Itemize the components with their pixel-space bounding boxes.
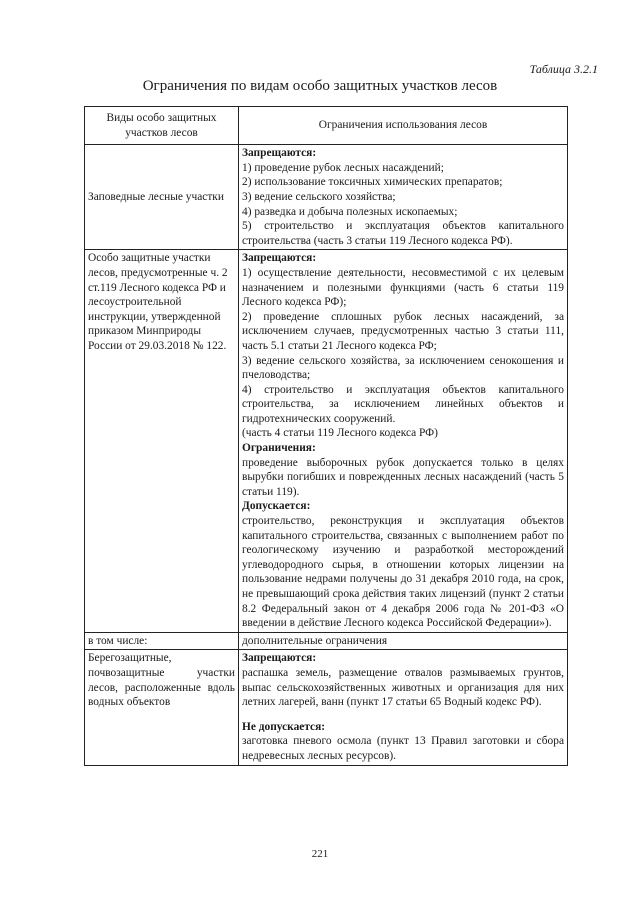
restrictions-table (84, 106, 568, 766)
table-caption: Таблица 3.2.1 (529, 62, 598, 76)
column-header-type: Виды особо защитных участков лесов (85, 107, 239, 145)
list-item: 3) ведение сельского хозяйства, за исключением сенокошения и пчеловодства; (242, 354, 564, 382)
list-item: 1) осуществление деятельности, несовместимой с их целевым назначением и полезными функциями (часть 6 статьи 119 Лесного кодекса РФ); (242, 266, 564, 309)
list-item: 3) ведение сельского хозяйства; (242, 190, 396, 203)
spacer (242, 710, 564, 720)
column-header-restrictions: Ограничения использования лесов (239, 107, 568, 145)
table-row (85, 250, 568, 632)
row-restrictions-cell (239, 632, 568, 650)
row-type-cell: Берегозащитные, почвозащитные участки лесов, расположенные вдоль водных объектов (85, 650, 239, 765)
table-row (85, 650, 568, 765)
list-item: распашка земель, размещение отвалов размываемых грунтов, выпас сельскохозяйственных животных и организация для них летних лагерей, ванн (пункт 17 статьи 65 Водный кодекс РФ). (242, 666, 564, 709)
block-heading: Запрещаются: (242, 252, 317, 265)
list-item: 1) проведение рубок лесных насаждений; (242, 161, 444, 174)
row-restrictions-cell (239, 250, 568, 632)
page-number: 221 (311, 848, 329, 860)
row-restrictions-cell (239, 650, 568, 765)
list-item: 2) проведение сплошных рубок лесных насаждений, за исключением случаев, предусмотренных частью 3 статьи 111, часть 5.1 статьи 21 Лесного кодекса РФ; (242, 310, 564, 352)
table-header-row (85, 107, 568, 145)
row-type-cell: в том числе: (85, 632, 239, 650)
list-item: проведение выборочных рубок допускается только в целях вырубки погибших и поврежденных лесных насаждений (часть 5 статьи 119). (242, 456, 564, 498)
page-title: Ограничения по видам особо защитных участков лесов (142, 78, 498, 94)
list-item: заготовка пневого осмола (пункт 13 Правил заготовки и сбора недревесных лесных ресурсов). (242, 735, 564, 762)
row-restrictions-cell (239, 145, 568, 250)
block-heading: Не допускается: (242, 720, 326, 733)
list-item: 4) строительство и эксплуатация объектов капитального строительства, за исключением линейных объектов и гидротехнических сооружений. (242, 383, 564, 425)
list-item: 4) разведка и добыча полезных ископаемых; (242, 205, 458, 218)
block-heading: Ограничения: (242, 442, 316, 455)
block-heading: Запрещаются: (242, 147, 317, 160)
list-item: дополнительные ограничения (242, 634, 388, 647)
table-row (85, 145, 568, 250)
list-item: 2) использование токсичных химических препаратов; (242, 176, 503, 189)
list-item: строительство, реконструкция и эксплуатация объектов капитального строительства, связанных с выполнением работ по геологическому изучению и разработкой месторождений углеводородного сырья, в отношении которых лицензии на пользование недрами получены до 31 декабря 2010 года, на срок, не превышающий срока действия таких лицензий (пункт 2 статьи 8.2 Федеральный закон от 4 декабря 2006 года № 201-ФЗ «О введении в действие Лесного кодекса Российской Федерации»). (242, 515, 564, 630)
block-heading: Запрещаются: (242, 652, 317, 665)
row-type-cell: Заповедные лесные участки (85, 145, 239, 250)
list-item: (часть 4 статьи 119 Лесного кодекса РФ) (242, 427, 438, 440)
table-row (85, 632, 568, 650)
block-heading: Допускается: (242, 500, 311, 513)
row-type-cell: Особо защитные участки лесов, предусмотренные ч. 2 ст.119 Лесного кодекса РФ и лесоустроительной инструкции, утвержденной приказом Минприроды России от 29.03.2018 № 122. (85, 250, 239, 632)
list-item: 5) строительство и эксплуатация объектов капитального строительства (часть 3 статьи 119 Лесного кодекса РФ). (242, 220, 564, 247)
